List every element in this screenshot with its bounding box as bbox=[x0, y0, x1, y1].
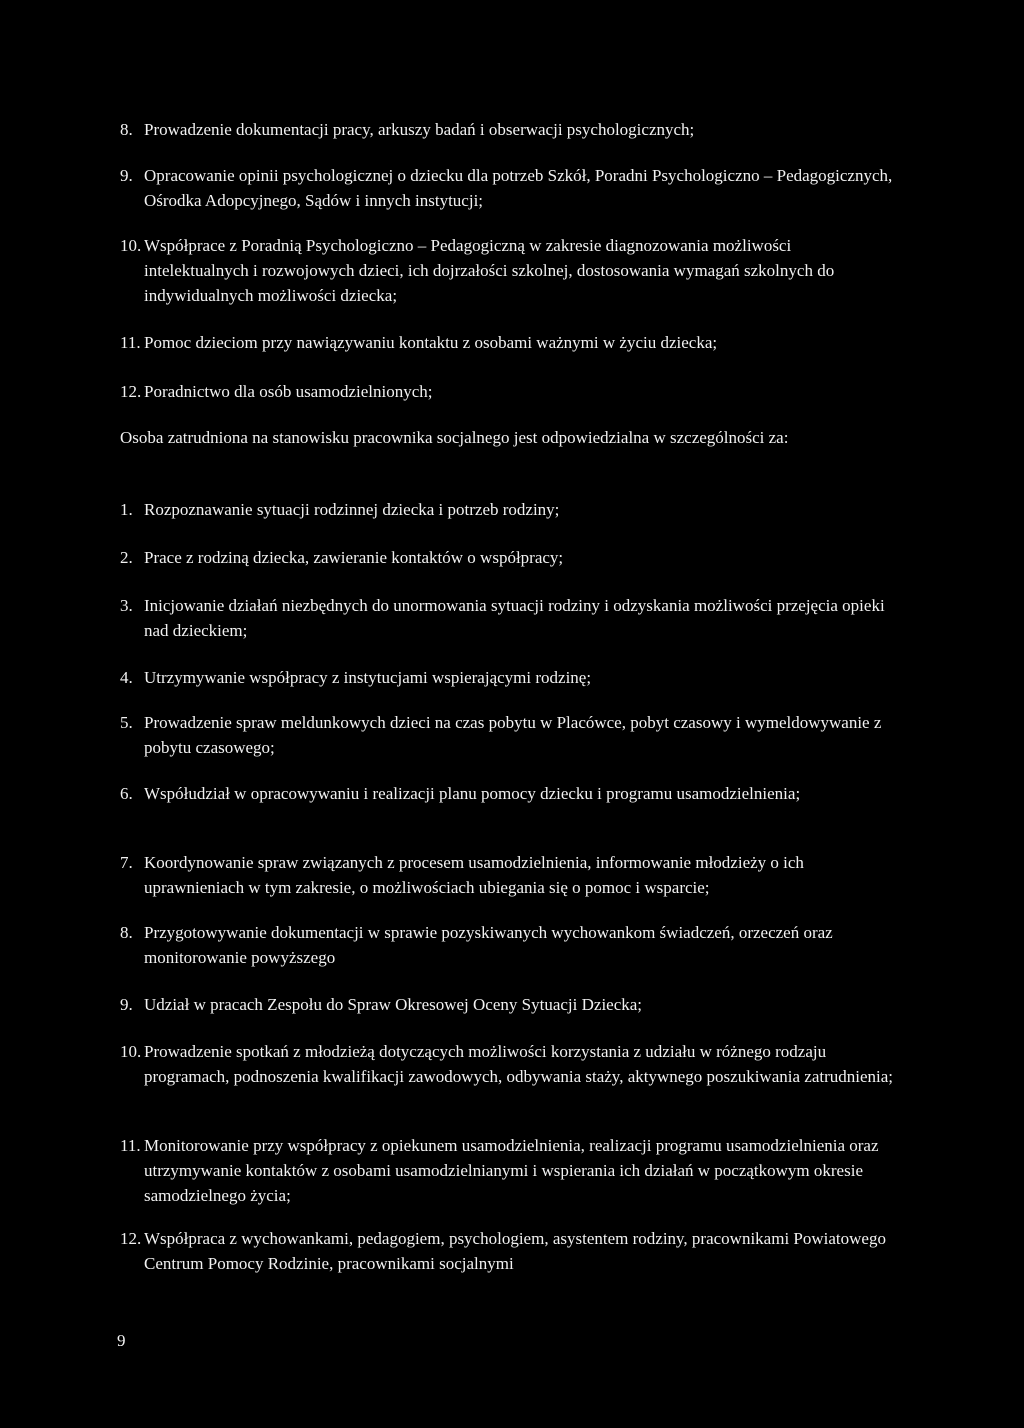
list-item bbox=[120, 1133, 900, 1208]
list-item-number: 1. bbox=[120, 500, 133, 519]
list-item-text: Prowadzenie spraw meldunkowych dzieci na czas pobytu w Placówce, pobyt czasowy i wymeldowywanie z pobytu czasowego; bbox=[144, 713, 882, 757]
list-item-number: 10. bbox=[120, 236, 142, 255]
list-item-number: 11. bbox=[120, 1136, 141, 1155]
page-number: 9 bbox=[117, 1331, 126, 1350]
list-item bbox=[120, 781, 900, 806]
list-item-text: Współudział w opracowywaniu i realizacji planu pomocy dziecku i programu usamodzielnienia; bbox=[144, 784, 801, 803]
list-item bbox=[120, 545, 900, 570]
list-item bbox=[120, 163, 900, 213]
list-item-number: 8. bbox=[120, 923, 133, 942]
list-item bbox=[120, 593, 900, 643]
list-item bbox=[120, 1039, 900, 1089]
list-item bbox=[120, 920, 900, 970]
list-item bbox=[120, 992, 900, 1017]
list-item-text: Rozpoznawanie sytuacji rodzinnej dziecka i potrzeb rodziny; bbox=[144, 500, 560, 519]
list-item-text: Współprace z Poradnią Psychologiczno – Pedagogiczną w zakresie diagnozowania możliwości intelektualnych i rozwojowych dzieci, ich dojrzałości szkolnej, dostosowania wymagań szkolnych do indywidualnych możliwości dziecka; bbox=[144, 236, 835, 305]
list-item-text: Utrzymywanie współpracy z instytucjami wspierającymi rodzinę; bbox=[144, 668, 592, 687]
list-item-number: 5. bbox=[120, 713, 133, 732]
list-item bbox=[120, 665, 900, 690]
list-item-text: Opracowanie opinii psychologicznej o dziecku dla potrzeb Szkół, Poradni Psychologiczno – Pedagogicznych, Ośrodka Adopcyjnego, Sądów i innych instytucji; bbox=[144, 166, 893, 210]
list-item-text: Udział w pracach Zespołu do Spraw Okresowej Oceny Sytuacji Dziecka; bbox=[144, 995, 643, 1014]
list-item bbox=[120, 710, 900, 760]
list-item-text: Prowadzenie dokumentacji pracy, arkuszy badań i obserwacji psychologicznych; bbox=[144, 120, 695, 139]
list-item bbox=[120, 330, 900, 355]
list-item-number: 2. bbox=[120, 548, 133, 567]
list-item-number: 8. bbox=[120, 120, 133, 139]
list-item-number: 11. bbox=[120, 333, 141, 352]
list-item-number: 12. bbox=[120, 382, 142, 401]
list-item-number: 7. bbox=[120, 853, 133, 872]
list-item bbox=[120, 850, 900, 900]
list-item bbox=[120, 497, 900, 522]
list-item-text: Przygotowywanie dokumentacji w sprawie pozyskiwanych wychowankom świadczeń, orzeczeń oraz monitorowanie powyższego bbox=[144, 923, 833, 967]
list-item bbox=[120, 117, 900, 142]
list-item-text: Poradnictwo dla osób usamodzielnionych; bbox=[144, 382, 433, 401]
list-item-number: 6. bbox=[120, 784, 133, 803]
list-item-text: Koordynowanie spraw związanych z procesem usamodzielnienia, informowanie młodzieży o ich uprawnieniach w tym zakresie, o możliwościach ubiegania się o pomoc i wsparcie; bbox=[144, 853, 804, 897]
list-item bbox=[120, 379, 900, 404]
list-item-number: 9. bbox=[120, 995, 133, 1014]
intro-paragraph: Osoba zatrudniona na stanowisku pracownika socjalnego jest odpowiedzialna w szczególności za: bbox=[120, 428, 789, 447]
list-item-text: Inicjowanie działań niezbędnych do unormowania sytuacji rodziny i odzyskania możliwości przejęcia opieki nad dzieckiem; bbox=[144, 596, 885, 640]
list-item-text: Prace z rodziną dziecka, zawieranie kontaktów o współpracy; bbox=[144, 548, 564, 567]
list-item-number: 12. bbox=[120, 1229, 142, 1248]
list-item bbox=[120, 233, 900, 308]
list-item-number: 4. bbox=[120, 668, 133, 687]
list-item-text: Monitorowanie przy współpracy z opiekunem usamodzielnienia, realizacji programu usamodzielnienia oraz utrzymywanie kontaktów z osobami usamodzielnianymi i wspierania ich działań w początkowym okresie samodzielnego życia; bbox=[144, 1136, 879, 1205]
list-item-text: Współpraca z wychowankami, pedagogiem, psychologiem, asystentem rodziny, pracownikami Powiatowego Centrum Pomocy Rodzinie, pracownikami socjalnymi bbox=[144, 1229, 886, 1273]
list-item-number: 9. bbox=[120, 166, 133, 185]
list-item-text: Prowadzenie spotkań z młodzieżą dotyczących możliwości korzystania z udziału w różnego rodzaju programach, podnoszenia kwalifikacji zawodowych, odbywania staży, aktywnego poszukiwania zatrudnienia; bbox=[144, 1042, 894, 1086]
list-item-number: 10. bbox=[120, 1042, 142, 1061]
list-item-number: 3. bbox=[120, 596, 133, 615]
list-item-text: Pomoc dzieciom przy nawiązywaniu kontaktu z osobami ważnymi w życiu dziecka; bbox=[144, 333, 718, 352]
list-item bbox=[120, 1226, 900, 1276]
